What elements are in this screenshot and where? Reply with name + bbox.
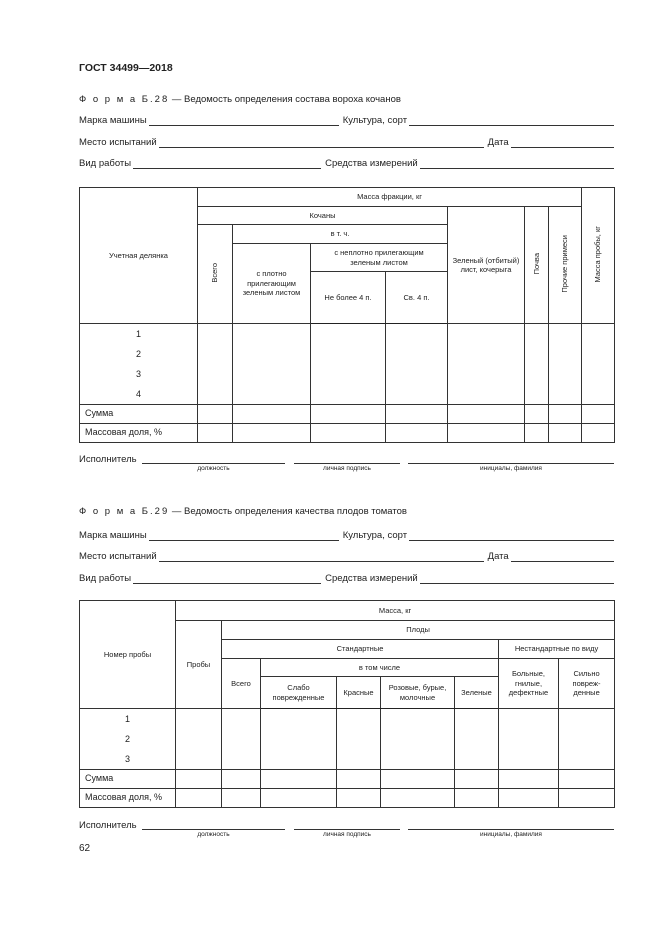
row-number-1: 1	[135, 329, 141, 339]
header-sick: Больные, гнилые, дефектные	[499, 659, 559, 709]
header-total: Всего	[222, 659, 261, 709]
work-label: Вид работы	[79, 573, 132, 584]
tools-field[interactable]	[420, 573, 614, 584]
form-b29-signature	[79, 820, 614, 842]
header-plot: Учетная делянка	[80, 188, 198, 324]
initials-caption: инициалы, фамилия	[480, 831, 542, 838]
header-sample-mass: Масса пробы, кг	[582, 188, 615, 324]
form-b29-title-text: — Ведомость определения качества плодов томатов	[169, 506, 407, 517]
header-loose: с неплотно прилегающим зеленым листом	[311, 244, 448, 272]
sum-row-label: Сумма	[80, 770, 176, 789]
place-label: Место испытаний	[79, 137, 157, 148]
row-numbers	[80, 324, 198, 405]
machine-label: Марка машины	[79, 115, 147, 126]
signature-line[interactable]	[294, 462, 400, 464]
form-b29-row-place	[79, 551, 614, 562]
form-b29-row-work	[79, 573, 614, 584]
form-b28-signature	[79, 454, 614, 476]
header-green: Зеленые	[455, 677, 499, 709]
header-tight: с плотно прилегающим зеленым листом	[233, 244, 311, 324]
header-other: Прочие примеси	[549, 207, 582, 324]
crop-field[interactable]	[409, 115, 614, 126]
page-number: 62	[79, 843, 91, 854]
sum-row-label: Сумма	[80, 405, 198, 424]
tools-label: Средства измерений	[325, 158, 418, 169]
crop-field[interactable]	[409, 530, 614, 541]
position-line[interactable]	[142, 462, 285, 464]
place-label: Место испытаний	[79, 551, 157, 562]
header-slightly: Слабо поврежденные	[261, 677, 337, 709]
form-b29-table	[79, 600, 615, 808]
row-number-3: 3	[124, 754, 130, 764]
date-label: Дата	[487, 551, 509, 562]
header-samples: Пробы	[176, 621, 222, 709]
work-field[interactable]	[133, 158, 321, 169]
header-heavy: Сильно повреж-денные	[559, 659, 615, 709]
signature-line[interactable]	[294, 828, 400, 830]
form-b28-row-place	[79, 137, 614, 148]
machine-field[interactable]	[149, 115, 339, 126]
row-number-1: 1	[124, 714, 130, 724]
header-pink: Розовые, бурые, молочные	[381, 677, 455, 709]
form-b29-row-machine	[79, 530, 614, 541]
date-field[interactable]	[511, 551, 614, 562]
work-label: Вид работы	[79, 158, 132, 169]
row-number-2: 2	[124, 734, 130, 744]
header-mass: Масса, кг	[176, 601, 615, 621]
header-over-4: Св. 4 п.	[386, 272, 448, 324]
header-sample-number: Номер пробы	[80, 601, 176, 709]
header-mass-fraction: Масса фракции, кг	[198, 188, 582, 207]
signature-caption: личная подпись	[323, 465, 371, 472]
form-b28-title	[79, 94, 401, 105]
form-b28-prefix: Ф о р м а Б.28	[79, 94, 170, 105]
initials-caption: инициалы, фамилия	[480, 465, 542, 472]
form-b28-title-text: — Ведомость определения состава вороха кочанов	[169, 94, 401, 105]
header-not-more-4: Не более 4 п.	[311, 272, 386, 324]
row-number-3: 3	[135, 369, 141, 379]
header-including: в том числе	[261, 659, 499, 677]
header-nonstandard: Нестандартные по виду	[499, 640, 615, 659]
header-total: Всего	[198, 225, 233, 324]
header-fruits: Плоды	[222, 621, 615, 640]
initials-line[interactable]	[408, 828, 614, 830]
header-soil: Почва	[525, 207, 549, 324]
date-field[interactable]	[511, 137, 614, 148]
row-number-4: 4	[135, 389, 141, 399]
machine-label: Марка машины	[79, 530, 147, 541]
header-standard: Стандартные	[222, 640, 499, 659]
header-including: в т. ч.	[233, 225, 448, 244]
crop-label: Культура, сорт	[342, 115, 408, 126]
form-b29-title	[79, 506, 407, 517]
initials-line[interactable]	[408, 462, 614, 464]
share-row-label: Массовая доля, %	[80, 789, 176, 808]
executor-label: Исполнитель	[79, 454, 137, 465]
row-number-2: 2	[135, 349, 141, 359]
position-caption: должность	[197, 465, 230, 472]
form-b28-row-work	[79, 158, 614, 169]
tools-field[interactable]	[420, 158, 614, 169]
share-row-label: Массовая доля, %	[80, 424, 198, 443]
position-caption: должность	[197, 831, 230, 838]
crop-label: Культура, сорт	[342, 530, 408, 541]
header-heads: Кочаны	[198, 207, 448, 225]
header-green: Зеленый (отбитый) лист, кочерыга	[448, 207, 525, 324]
form-b28-row-machine	[79, 115, 614, 126]
date-label: Дата	[487, 137, 509, 148]
tools-label: Средства измерений	[325, 573, 418, 584]
form-b28-table	[79, 187, 615, 443]
work-field[interactable]	[133, 573, 321, 584]
executor-label: Исполнитель	[79, 820, 137, 831]
machine-field[interactable]	[149, 530, 339, 541]
place-field[interactable]	[159, 551, 484, 562]
row-numbers	[80, 709, 176, 770]
place-field[interactable]	[159, 137, 484, 148]
header-red: Красные	[337, 677, 381, 709]
form-b29-prefix: Ф о р м а Б.29	[79, 506, 170, 517]
document-header: ГОСТ 34499—2018	[79, 62, 173, 74]
position-line[interactable]	[142, 828, 285, 830]
signature-caption: личная подпись	[323, 831, 371, 838]
